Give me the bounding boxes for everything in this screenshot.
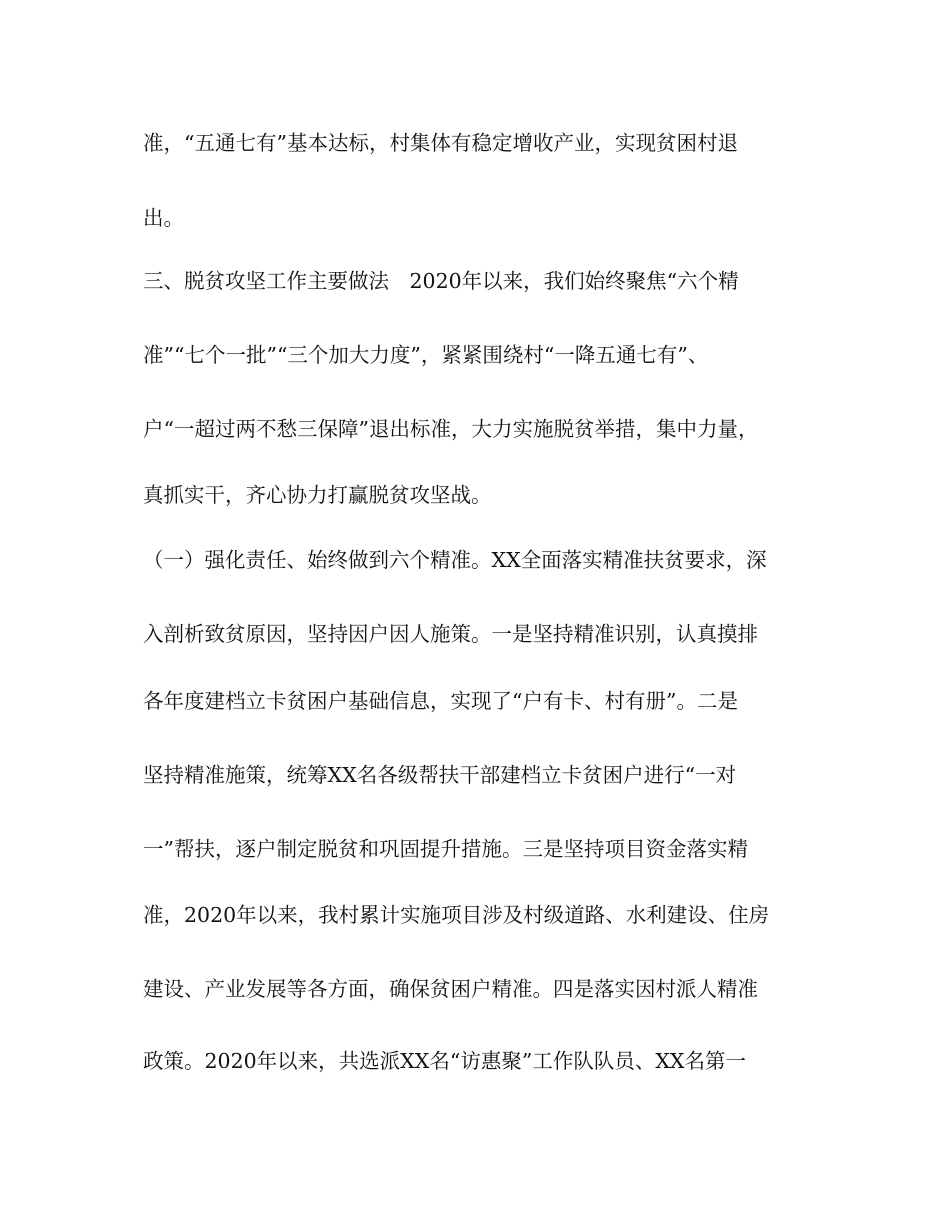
text-line-14: 政策。2020年以来，共选派XX名“访惠聚”工作队队员、XX名第一 [143, 1049, 747, 1073]
text-line-4: 准”“七个一批”“三个加大力度”，紧紧围绕村“一降五通七有”、 [143, 343, 709, 367]
text-line-7: （一）强化责任、始终做到六个精准。XX全面落实精准扶贫要求，深 [143, 548, 767, 572]
text-line-12: 准，2020年以来，我村累计实施项目涉及村级道路、水利建设、住房 [143, 903, 770, 927]
text-line-9: 各年度建档立卡贫困户基础信息，实现了“户有卡、村有册”。二是 [143, 689, 738, 713]
text-line-11: 一”帮扶，逐户制定脱贫和巩固提升措施。三是坚持项目资金落实精 [143, 837, 748, 861]
text-line-2: 出。 [143, 206, 184, 230]
text-line-3: 三、脱贫攻坚工作主要做法 2020年以来，我们始终聚焦“六个精 [143, 269, 739, 293]
text-line-5: 户“一超过两不愁三保障”退出标准，大力实施脱贫举措，集中力量， [143, 417, 759, 441]
text-line-1: 准，“五通七有”基本达标，村集体有稳定增收产业，实现贫困村退 [143, 131, 738, 155]
text-line-13: 建设、产业发展等各方面，确保贫困户精准。四是落实因村派人精准 [143, 977, 758, 1001]
text-line-10: 坚持精准施策，统筹XX名各级帮扶干部建档立卡贫困户进行“一对 [143, 763, 737, 787]
text-line-8: 入剖析致贫原因，坚持因户因人施策。一是坚持精准识别，认真摸排 [143, 622, 758, 646]
text-line-6: 真抓实干，齐心协力打赢脱贫攻坚战。 [143, 483, 492, 507]
